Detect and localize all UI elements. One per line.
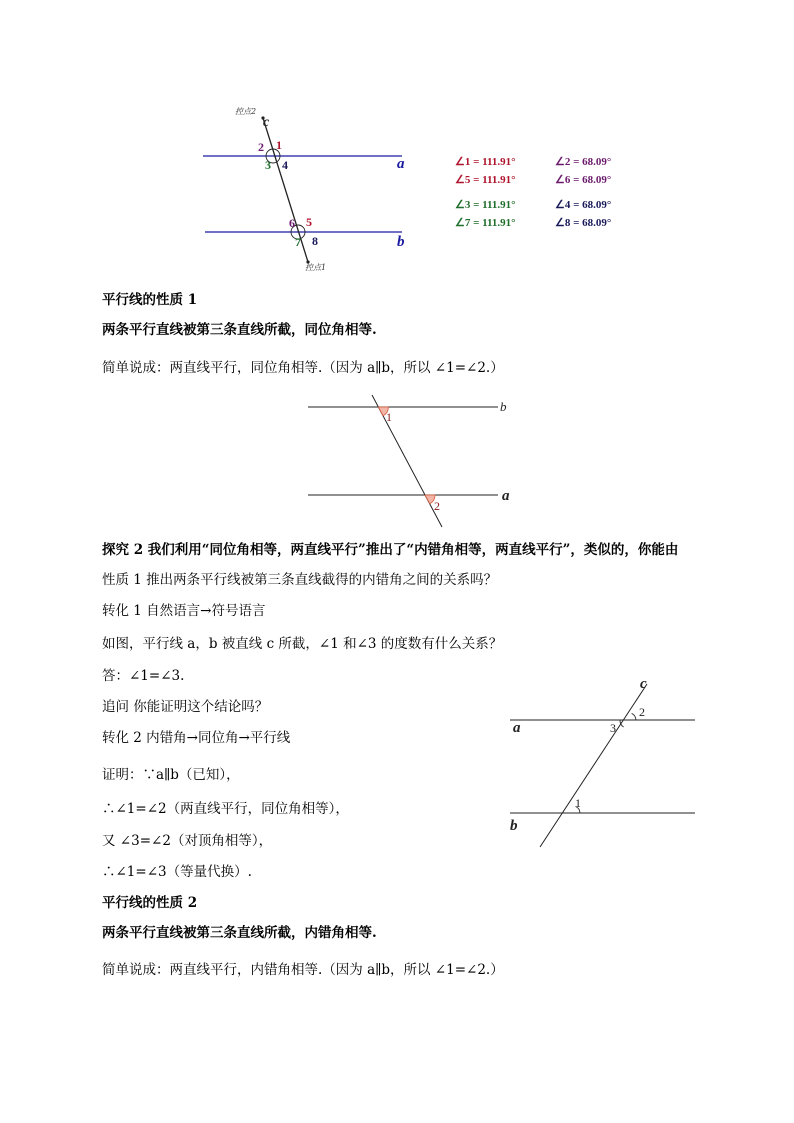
angle-label-4: 4 bbox=[282, 158, 288, 172]
label-control-top: 控点2 bbox=[235, 107, 257, 116]
figure-corresponding-angles bbox=[300, 395, 530, 530]
label-b: b bbox=[397, 234, 405, 250]
label-a: a bbox=[513, 720, 521, 736]
label-1: 1 bbox=[386, 410, 392, 424]
figure-alternate-angles bbox=[505, 672, 705, 852]
angle-label-1: 1 bbox=[276, 138, 282, 152]
followup: 追问 你能证明这个结论吗？ bbox=[102, 699, 269, 715]
label-3: 3 bbox=[610, 721, 616, 735]
answer: 答：∠1=∠3. bbox=[102, 668, 185, 684]
label-control-bottom: 控点1 bbox=[305, 263, 327, 272]
label-b: b bbox=[510, 818, 518, 834]
label-b: b bbox=[500, 399, 507, 414]
transform-1: 转化 1 自然语言→符号语言 bbox=[102, 603, 266, 619]
measure-angle-5: ∠5 = 111.91° bbox=[455, 174, 516, 186]
property2-simple: 简单说成：两直线平行，内错角相等.（因为 a∥b，所以 ∠1=∠2.） bbox=[102, 962, 504, 978]
explore-line-1 bbox=[102, 540, 678, 560]
proof-line-2: ∴∠1=∠2（两直线平行，同位角相等）， bbox=[102, 801, 349, 817]
property1-heading: 平行线的性质 1 bbox=[102, 292, 198, 308]
measure-angle-7: ∠7 = 111.91° bbox=[455, 217, 516, 229]
angle-2-arc bbox=[632, 713, 636, 720]
property1-statement: 两条平行直线被第三条直线所截，同位角相等. bbox=[102, 322, 377, 338]
label-c: c bbox=[640, 676, 647, 692]
angle-label-2: 2 bbox=[258, 140, 264, 154]
angle-label-7: 7 bbox=[295, 235, 301, 249]
measure-angle-6: ∠6 = 68.09° bbox=[555, 174, 612, 186]
angle-label-3: 3 bbox=[265, 158, 271, 172]
property2-heading: 平行线的性质 2 bbox=[102, 895, 198, 911]
label-a: a bbox=[397, 156, 405, 172]
angle-label-6: 6 bbox=[289, 216, 295, 230]
proof-line-1: 证明：∵a∥b（已知）， bbox=[102, 767, 240, 783]
line-c bbox=[263, 118, 308, 262]
measure-angle-1: ∠1 = 111.91° bbox=[455, 156, 516, 168]
label-c: c bbox=[263, 115, 270, 130]
measure-angle-8: ∠8 = 68.09° bbox=[555, 217, 612, 229]
line-c bbox=[540, 684, 647, 847]
explore-text: 探究 2 我们利用“同位角相等，两直线平行”推出了“内错角相等，两直线平行”，类似的，你能由 bbox=[102, 542, 679, 558]
label-2: 2 bbox=[639, 705, 645, 719]
label-1: 1 bbox=[575, 796, 581, 810]
measure-angle-2: ∠2 = 68.09° bbox=[555, 156, 612, 168]
property2-statement: 两条平行直线被第三条直线所截，内错角相等. bbox=[102, 925, 377, 941]
proof-line-4: ∴∠1=∠3（等量代换）. bbox=[102, 864, 252, 880]
angle-label-5: 5 bbox=[306, 215, 312, 229]
transform-2: 转化 2 内错角→同位角→平行线 bbox=[102, 730, 291, 746]
label-2: 2 bbox=[434, 499, 440, 513]
angle-label-8: 8 bbox=[312, 234, 318, 248]
label-a: a bbox=[502, 488, 510, 504]
figure-eight-angles bbox=[195, 100, 435, 280]
property1-simple: 简单说成：两直线平行，同位角相等.（因为 a∥b，所以 ∠1=∠2.） bbox=[102, 360, 504, 376]
measure-angle-3: ∠3 = 111.91° bbox=[455, 199, 516, 211]
proof-line-3: 又 ∠3=∠2（对顶角相等）， bbox=[102, 833, 273, 849]
question: 如图，平行线 a，b 被直线 c 所截，∠1 和∠3 的度数有什么关系？ bbox=[102, 636, 503, 652]
measure-angle-4: ∠4 = 68.09° bbox=[555, 199, 612, 211]
explore-line-2: 性质 1 推出两条平行线被第三条直线截得的内错角之间的关系吗？ bbox=[102, 572, 498, 588]
